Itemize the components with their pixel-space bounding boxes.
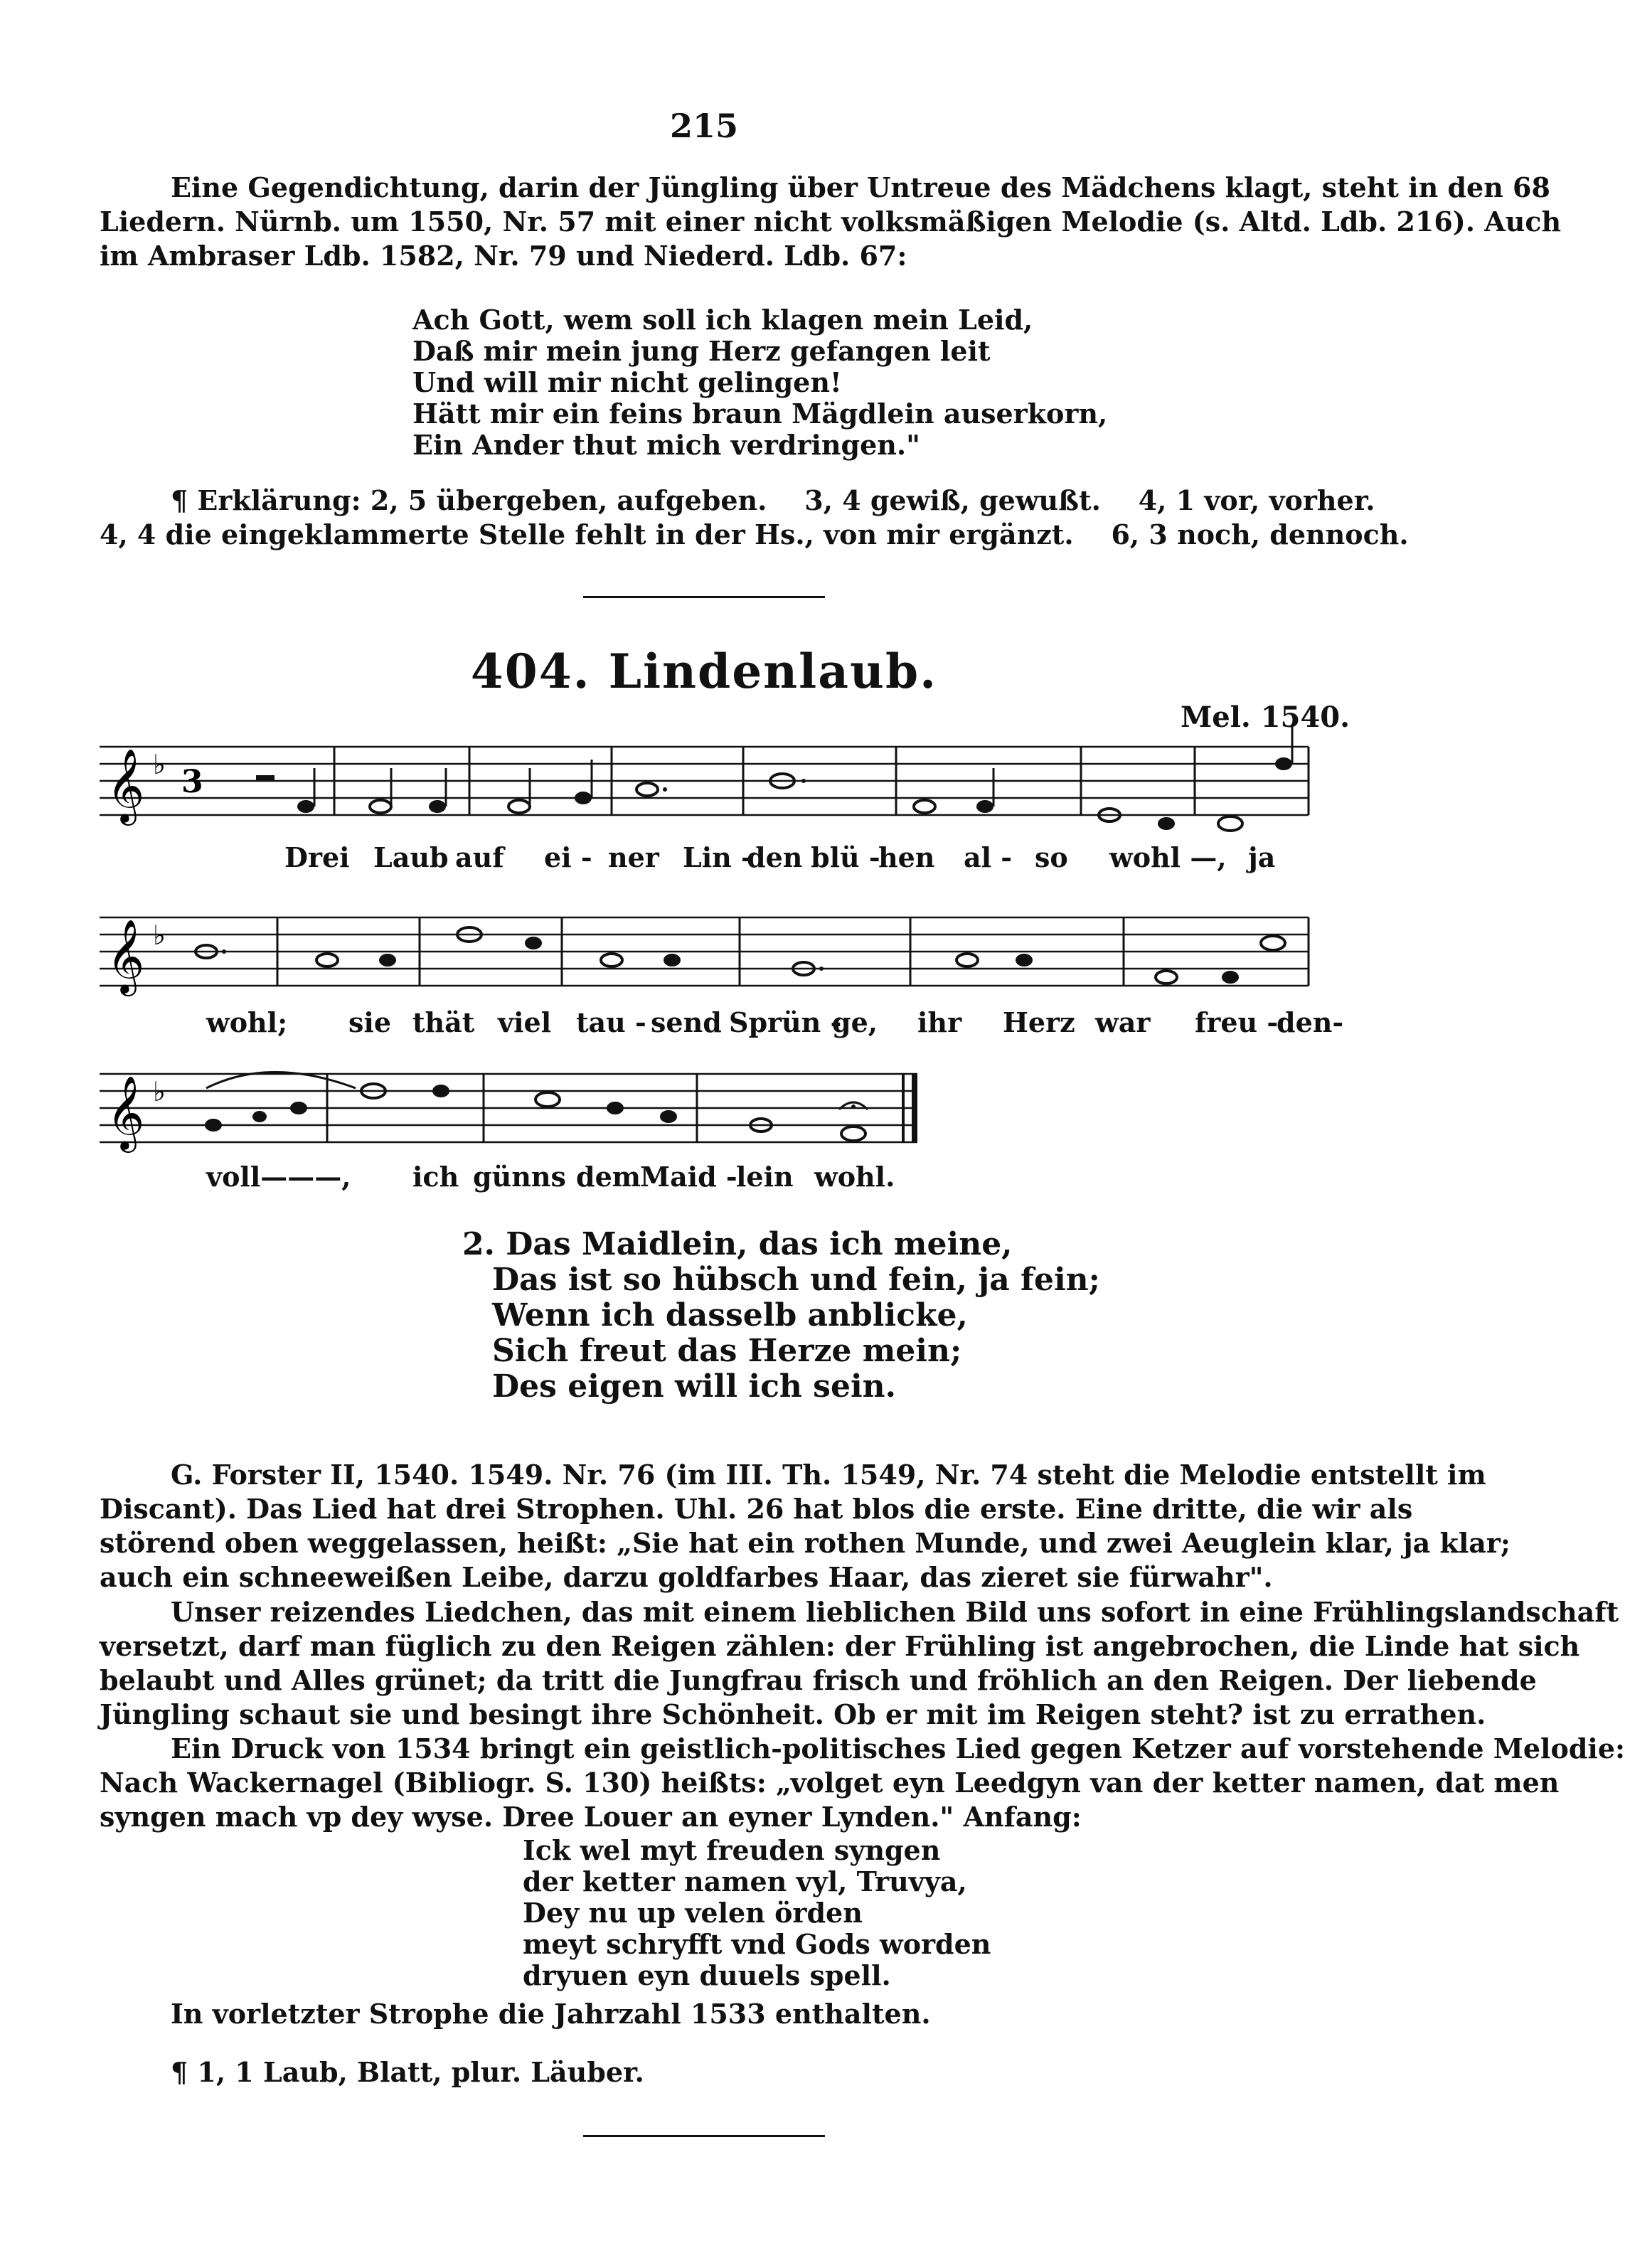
- verse-line: Und will mir nicht gelingen!: [412, 366, 842, 398]
- treble-clef-icon: 𝄞: [107, 1075, 145, 1150]
- intro-line: Eine Gegendichtung, darin der Jüngling über Untreue des Mädchens klagt, steht in den 68: [171, 171, 1550, 203]
- low-german-verse: Ick wel myt freuden syngen der ketter namen vyl, Truvya, Dey nu up velen örden meyt schryfft vnd Gods worden dryuen eyn duuels spell.: [523, 1834, 991, 1991]
- notes-paragraph-2: Unser reizendes Liedchen, das mit einem lieblichen Bild uns sofort in eine Frühlingslandschaft versetzt, darf man füglich zu den Reigen zählen: der Frühling ist angebrochen, die Linde hat sich belaubt und Alles grünet; da tritt die Jungfrau frisch und fröhlich an den Reigen. Der liebende Jüngling schaut sie und besingt ihre Schönheit. Ob er mit im Reigen steht? ist zu errathen.: [100, 1596, 1619, 1730]
- footnote: ¶ 1, 1 Laub, Blatt, plur. Läuber.: [171, 2056, 644, 2088]
- intro-line: Liedern. Nürnb. um 1550, Nr. 57 mit einer nicht volksmäßigen Melodie (s. Altd. Ldb. 216). Auch: [100, 206, 1562, 238]
- notes-last-line: In vorletzter Strophe die Jahrzahl 1533 enthalten.: [171, 1998, 931, 2030]
- notes-paragraph-1: G. Forster II, 1540. 1549. Nr. 76 (im III. Th. 1549, Nr. 74 steht die Melodie entstellt im Discant). Das Lied hat drei Strophen. Uhl. 26 hat blos die erste. Eine dritte, die wir als störend oben weggelassen, heißt: „Sie hat ein rothen Munde, und zwei Aeuglein klar, ja klar; auch ein schneeweißen Leibe, darzu goldfarbes Haar, das zieret sie fürwahr".: [100, 1459, 1511, 1593]
- time-signature: 3: [181, 764, 203, 800]
- intro-line: im Ambraser Ldb. 1582, Nr. 79 und Niederd. Ldb. 67:: [100, 240, 907, 272]
- page-number: 215: [669, 107, 739, 145]
- treble-clef-icon: 𝄞: [107, 748, 145, 823]
- flat-icon: ♭: [153, 749, 166, 780]
- bottom-divider: [583, 2135, 825, 2137]
- book-page: 215 Eine Gegendichtung, darin der Jüngling über Untreue des Mädchens klagt, steht in den 68 Liedern. Nürnb. um 1550, Nr. 57 mit einer nicht volksmäßigen Melodie (s. Altd. Ldb. 216). Auch im Ambraser Ldb. 1582, Nr. 79 und Niederd. Ldb. 67: Ach Gott, wem soll ich klagen mein Leid, Daß mir mein jung Herz gefangen leit Und will mir nicht gelingen! Hätt mir ein feins braun Mägdlein auserkorn, Ein Ander thut mich verdringen." ¶ Erklärung: 2, 5 übergeben, aufgeben. 3, 4 gewiß, gewußt. 4, 1 vor, vorher. 4, 4 die eingeklammerte Stelle fehlt in der Hs., von mir ergänzt. 6, 3 noch, dennoch. 404. Lindenlaub. Mel. 1540. 𝄞 ♭ 3 Drei Laub auf ei - ner Lin - den blü - hen al - so wohl —, ja 𝄞 ♭ wohl; sie thät viel tau - send Sprün - ge, ihr Herz war freu - den- 𝄞 ♭ voll———, ich günns dem Maid - lein wohl. 2. Das Maidlein, das ich meine, Das ist so hübsch und fein, ja fein; Wenn ich dasselb anblicke, Sich freut das Herze mein; Des eigen will ich sein. G. Forster II, 1540. 1549. Nr. 76 (im III. Th. 1549, Nr. 74 steht die Melodie entstellt im Discant). Das Lied hat drei Strophen. Uhl. 26 hat blos die erste. Eine dritte, die wir als störend oben weggelassen, heißt: „Sie hat ein rothen Munde, und zwei Aeuglein klar, ja klar; auch ein schneeweißen Leibe, darzu goldfarbes Haar, das zieret sie fürwahr". Unser reizendes Liedchen, das mit einem lieblichen Bild uns sofort in eine Frühlingslandschaft versetzt, darf man füglich zu den Reigen zählen: der Frühling ist angebrochen, die Linde hat sich belaubt und Alles grünet; da tritt die Jungfrau frisch und fröhlich an den Reigen. Der liebende Jüngling schaut sie und besingt ihre Schönheit. Ob er mit im Reigen steht? ist zu errathen. Ein Druck von 1534 bringt ein geistlich-politisches Lied gegen Ketzer auf vorstehende Melodie: Nach Wackernagel (Bibliogr. S. 130) heißts: „volget eyn Leedgyn van der ketter namen, dat men syngen mach vp dey wyse. Dree Louer an eyner Lynden." Anfang: Ick wel myt freuden syngen der ketter namen vyl, Truvya, Dey nu up velen örden meyt schryfft vnd Gods worden dryuen eyn duuels spell. In vorletzter Strophe die Jahrzahl 1533 enthalten. ¶ 1, 1 Laub, Blatt, plur. Läuber.: [0, 0, 1408, 2268]
- notes-paragraph-3: Ein Druck von 1534 bringt ein geistlich-politisches Lied gegen Ketzer auf vorstehende Melodie: Nach Wackernagel (Bibliogr. S. 130) heißts: „volget eyn Leedgyn van der ketter namen, dat men syngen mach vp dey wyse. Dree Louer an eyner Lynden." Anfang:: [100, 1732, 1625, 1833]
- strophe-line: 2. Das Maidlein, das ich meine,: [462, 1226, 1013, 1262]
- treble-clef-icon: 𝄞: [107, 919, 145, 994]
- verse-line: Daß mir mein jung Herz gefangen leit: [412, 335, 991, 367]
- melody-reference: Mel. 1540.: [1181, 701, 1350, 734]
- explanation-line: ¶ Erklärung: 2, 5 übergeben, aufgeben. 3, 4 gewiß, gewußt. 4, 1 vor, vorher.: [171, 484, 1375, 516]
- flat-icon: ♭: [153, 920, 166, 951]
- strophe-line: Des eigen will ich sein.: [492, 1368, 896, 1405]
- section-divider: [583, 596, 825, 598]
- verse-line: Ein Ander thut mich verdringen.": [412, 429, 920, 461]
- verse-line: Ach Gott, wem soll ich klagen mein Leid,: [412, 304, 1033, 336]
- music-staff-1: [100, 733, 1309, 832]
- music-staff-2: [100, 903, 1309, 1003]
- music-staff-3: [100, 1060, 1309, 1159]
- quoted-verse: [412, 304, 1107, 461]
- rest: [256, 775, 275, 782]
- strophe-line: Wenn ich dasselb anblicke,: [492, 1297, 968, 1333]
- strophe-line: Das ist so hübsch und fein, ja fein;: [492, 1262, 1100, 1298]
- staff-lines: [100, 747, 1309, 815]
- intro-paragraph: [100, 171, 1562, 273]
- song-title: 404. Lindenlaub.: [470, 644, 938, 699]
- explanation-line: 4, 4 die eingeklammerte Stelle fehlt in der Hs., von mir ergänzt. 6, 3 noch, dennoch.: [100, 518, 1409, 550]
- explanation-paragraph: [100, 484, 1409, 552]
- flat-icon: ♭: [153, 1076, 166, 1107]
- strophe-2: [462, 1227, 1100, 1405]
- strophe-line: Sich freut das Herze mein;: [492, 1333, 962, 1369]
- verse-line: Hätt mir ein feins braun Mägdlein auserkorn,: [412, 398, 1108, 430]
